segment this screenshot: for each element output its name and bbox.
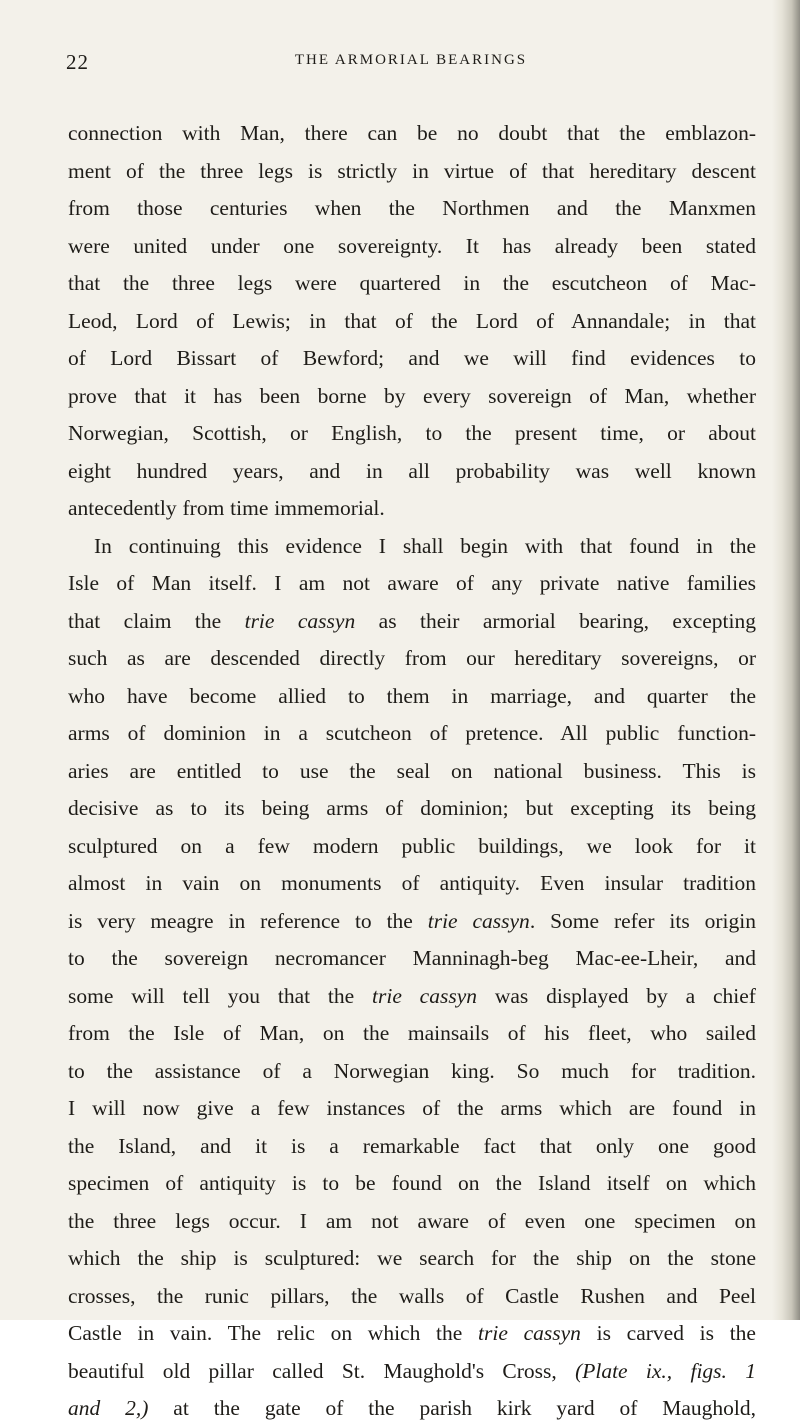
text-run: from those centuries when the Northmen and the Manxmen — [68, 196, 756, 220]
text-run: as their armorial bearing, excepting — [355, 608, 756, 633]
text-line — [68, 453, 756, 491]
text-run: that the three legs were quartered in the escutcheon of Mac- — [68, 271, 756, 295]
body-text — [68, 115, 756, 1428]
italic-text: trie cassyn — [244, 608, 356, 633]
text-line — [68, 903, 756, 941]
text-run: prove that it has been borne by every sovereign of Man, whether — [68, 383, 756, 408]
text-line — [68, 753, 756, 791]
text-line — [68, 640, 756, 678]
text-line — [68, 115, 756, 153]
text-run: eight hundred years, and in all probability was well known — [68, 458, 756, 483]
text-run: is carved is the — [580, 1321, 756, 1345]
text-line — [68, 978, 756, 1016]
text-run: ment of the three legs is strictly in virtue of that hereditary descent — [68, 158, 756, 183]
running-title: THE ARMORIAL BEARINGS — [294, 52, 528, 68]
text-run: sculptured on a few modern public buildings, we look for it — [68, 833, 756, 858]
book-binding-edge — [772, 0, 800, 1320]
text-run: aries are entitled to use the seal on national business. This is — [68, 758, 756, 783]
italic-text: and 2,) — [68, 1396, 149, 1420]
text-run: I will now give a few instances of the arms which are found in — [68, 1096, 756, 1120]
text-line — [68, 1015, 756, 1053]
text-line — [68, 1053, 756, 1091]
text-run: In continuing this evidence I shall begin with that found in the — [94, 533, 756, 558]
italic-text: (Plate ix., figs. 1 — [575, 1358, 756, 1383]
text-run: of Lord Bissart of Bewford; and we will find evidences to — [68, 346, 756, 370]
text-run: crosses, the runic pillars, the walls of Castle Rushen and Peel — [68, 1283, 756, 1308]
text-line — [68, 303, 756, 341]
text-line — [68, 715, 756, 753]
text-run: decisive as to its being arms of dominion; but excepting its being — [68, 796, 756, 820]
text-run: that claim the — [68, 608, 245, 633]
text-run: at the gate of the parish kirk yard of Maughold, — [148, 1396, 756, 1420]
text-run: Leod, Lord of Lewis; in that of the Lord of Annandale; in that — [68, 308, 756, 333]
text-run: specimen of antiquity is to be found on the Island itself on which — [68, 1171, 756, 1195]
page-number: 22 — [66, 50, 89, 74]
text-line — [68, 265, 756, 303]
text-run: beautiful old pillar called St. Maughold's Cross, — [68, 1358, 576, 1383]
text-line — [68, 603, 756, 641]
text-line — [68, 865, 756, 903]
text-run: the three legs occur. I am not aware of even one specimen on — [68, 1208, 756, 1233]
text-run: Isle of Man itself. I am not aware of any private native families — [68, 571, 756, 595]
text-run: the Island, and it is a remarkable fact that only one good — [68, 1133, 756, 1158]
text-run: were united under one sovereignty. It has already been stated — [68, 233, 756, 258]
text-run: which the ship is sculptured: we search for the ship on the stone — [68, 1246, 756, 1270]
text-line — [68, 490, 756, 528]
text-line — [68, 565, 756, 603]
text-line — [68, 1165, 756, 1203]
text-run: . Some refer its origin — [529, 908, 756, 933]
italic-text: trie cassyn — [372, 983, 477, 1008]
text-line — [68, 1315, 756, 1353]
text-line — [68, 1090, 756, 1128]
text-run: to the sovereign necromancer Manninagh-beg Mac-ee-Lheir, and — [68, 946, 756, 970]
text-line — [68, 415, 756, 453]
text-line — [68, 378, 756, 416]
text-run: some will tell you that the — [68, 983, 372, 1008]
text-run: to the assistance of a Norwegian king. So much for tradition. — [68, 1058, 756, 1083]
text-line — [68, 678, 756, 716]
text-line — [68, 1128, 756, 1166]
italic-text: trie cassyn — [427, 908, 530, 933]
text-line — [68, 190, 756, 228]
text-line — [68, 340, 756, 378]
text-run: is very meagre in reference to the — [68, 908, 428, 933]
running-head — [66, 40, 756, 80]
text-run: Norwegian, Scottish, or English, to the present time, or about — [68, 421, 756, 445]
italic-text: trie cassyn — [478, 1321, 581, 1345]
text-line — [68, 1390, 756, 1428]
text-run: antecedently from time immemorial. — [68, 496, 385, 520]
text-run: who have become allied to them in marriage, and quarter the — [68, 683, 756, 708]
text-line — [68, 1240, 756, 1278]
text-run: was displayed by a chief — [477, 983, 756, 1008]
text-run: such as are descended directly from our hereditary sovereigns, or — [68, 646, 756, 670]
text-line — [68, 828, 756, 866]
text-run: from the Isle of Man, on the mainsails of his fleet, who sailed — [68, 1021, 756, 1045]
text-line — [68, 790, 756, 828]
text-run: arms of dominion in a scutcheon of pretence. All public function- — [68, 721, 756, 745]
text-line — [68, 1278, 756, 1316]
text-run: almost in vain on monuments of antiquity. Even insular tradition — [68, 871, 756, 895]
text-line — [68, 153, 756, 191]
text-line — [68, 1353, 756, 1391]
text-line — [68, 940, 756, 978]
text-line — [68, 528, 756, 566]
text-line — [68, 1203, 756, 1241]
text-run: connection with Man, there can be no doubt that the emblazon- — [68, 121, 756, 145]
text-line — [68, 228, 756, 266]
text-run: Castle in vain. The relic on which the — [68, 1321, 479, 1345]
